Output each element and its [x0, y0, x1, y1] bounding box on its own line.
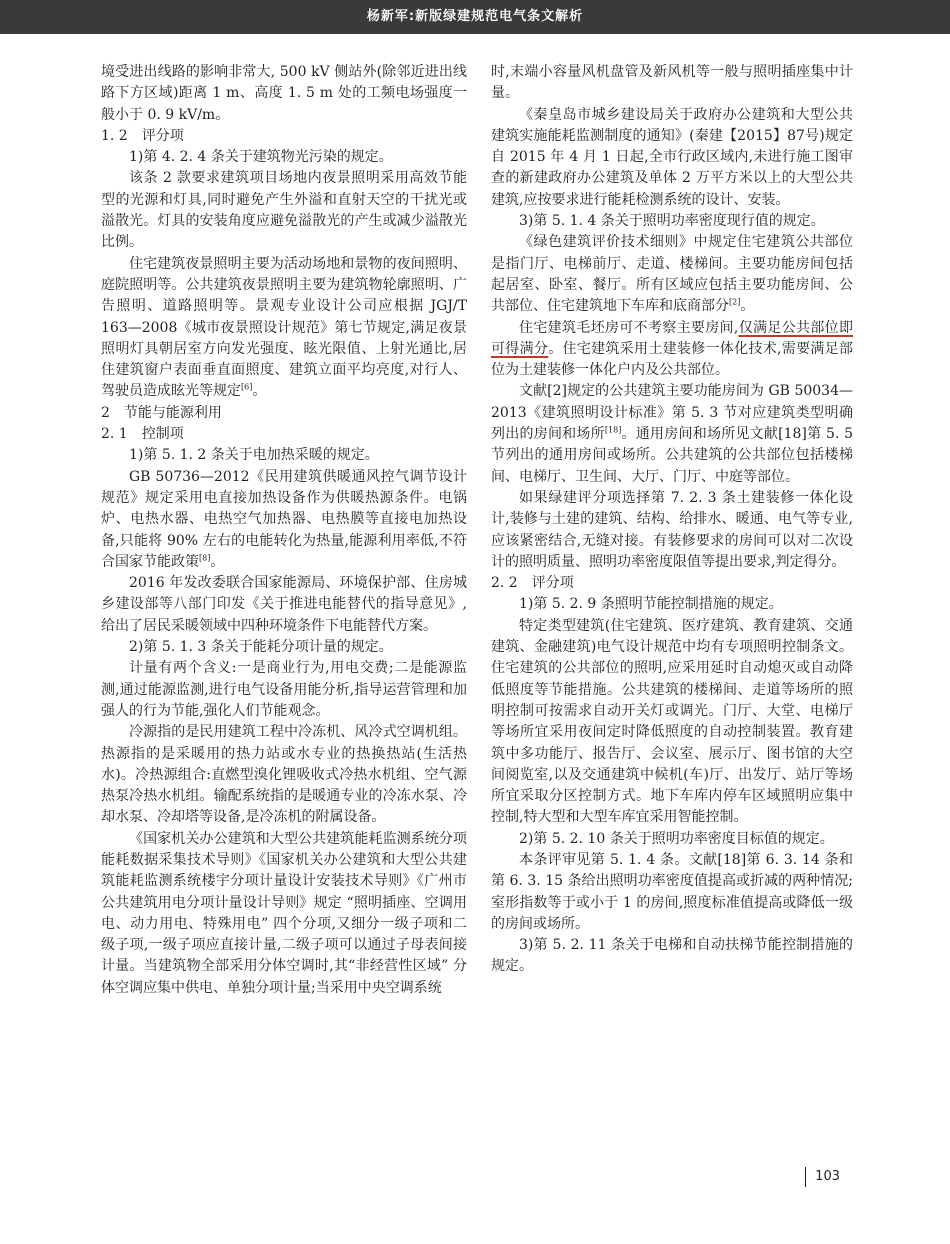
paragraph-text: 3)第 5. 2. 11 条关于电梯和自动扶梯节能控制措施的规定。 — [491, 937, 853, 975]
paragraph-text: 如果绿建评分项选择第 7. 2. 3 条土建装修一体化设计,装修与土建的建筑、结构、给排水、暖通、电气等专业,应该紧密结合,无缝对接。有装修要求的房间可以对二次设计的照明质量、照明功率密度限值等提出要求,判定得分。 — [491, 489, 853, 570]
left-column — [101, 62, 467, 999]
paragraph-text: 1)第 5. 2. 9 条照明节能控制措施的规定。 — [519, 596, 783, 613]
page-number: 103 — [805, 1167, 840, 1187]
paragraph — [101, 62, 467, 126]
paragraph-text: 《国家机关办公建筑和大型公共建筑能耗监测系统分项能耗数据采集技术导则》《国家机关办公建筑和大型公共建筑能耗监测系统楼宇分项计量设计安装技术导则》《广州市公共建筑用电分项计量设计导则》规定 “照明插座、空调用电、动力用电、特殊用电” 四个分项,又细分一级子项和二级子项,一级子项应直接计量,二级子项可以通过子母表间接计量。当建筑物全部采用分体空调时,其“非经营性区域” 分体空调应集中供电、单独分项计量;当采用中央空调系统 — [101, 830, 467, 996]
paragraph-text: 1)第 5. 1. 2 条关于电加热采暖的规定。 — [129, 447, 379, 464]
paragraph — [101, 147, 467, 168]
paragraph — [101, 467, 467, 573]
paragraph — [101, 722, 467, 828]
paragraph-text: 冷源指的是民用建筑工程中冷冻机、风冷式空调机组。热源指的是采暖用的热力站或水专业的热换热站(生活热水)。冷热源组合:直燃型溴化锂吸收式冷热水机组、空气源热泵冷热水机组。输配系统指的是暖通专业的冷冻水泵、冷却水泵、冷却塔等设备,是冷冻机的附属设备。 — [101, 724, 467, 826]
paragraph — [101, 168, 467, 253]
paragraph — [491, 105, 853, 211]
section-heading — [101, 126, 467, 147]
paragraph-tail: 。 — [740, 298, 755, 315]
highlighted-text: 仅满足公共部位即可得满分 — [491, 319, 853, 357]
section-heading — [101, 424, 467, 445]
paragraph-text: 1)第 4. 2. 4 条关于建筑物光污染的规定。 — [129, 149, 393, 166]
paragraph-text: 《秦皇岛市城乡建设局关于政府办公建筑和大型公共建筑实施能耗监测制度的通知》(秦建【2015】87号)规定自 2015 年 4 月 1 日起,全市行政区域内,未进行施工图审查的新建政府办公建筑及单体 2 万平方米以上的大型公共建筑,应按要求进行能耗检测系统的设计、安装。 — [491, 106, 853, 208]
paragraph — [101, 637, 467, 658]
paragraph-text: 2)第 5. 2. 10 条关于照明功率密度目标值的规定。 — [519, 830, 834, 847]
paragraph-tail: 。住宅建筑采用土建装修一体化技术,需要满足部位为土建装修一体化户内及公共部位。 — [491, 340, 854, 379]
paragraph-text: 《绿色建筑评价技术细则》中规定住宅建筑公共部位是指门厅、电梯前厅、走道、楼梯间。主要功能房间包括起居室、卧室、餐厅。所有区域应包括主要功能房间、公共部位、住宅建筑地下车库和底商部分 — [491, 234, 853, 315]
citation-ref: [18] — [604, 425, 622, 435]
paragraph-tail: 。 — [252, 383, 267, 400]
section-heading — [101, 403, 467, 424]
paragraph — [101, 445, 467, 466]
citation-ref: [6] — [241, 382, 253, 392]
paragraph-text: 计量有两个含义:一是商业行为,用电交费;二是能源监测,通过能源监测,进行电气设备用能分析,指导运营管理和加强人的行为节能,强化人们节能观念。 — [101, 660, 467, 719]
paragraph — [491, 616, 853, 829]
paragraph-text: 3)第 5. 1. 4 条关于照明功率密度现行值的规定。 — [519, 213, 825, 230]
paragraph-text: 2. 2 评分项 — [491, 575, 574, 592]
section-heading — [491, 573, 853, 594]
paragraph-text: 住宅建筑夜景照明主要为活动场地和景物的夜间照明、庭院照明等。公共建筑夜景照明主要为建筑物轮廓照明、广告照明、道路照明等。景观专业设计公司应根据 JGJ/T 163—2008《城市夜景照设计规范》第七节规定,满足夜景照明灯具朝居室方向发光强度、眩光限值、上射光通比,居住建筑窗户表面垂直面照度、建筑立面平均亮度,对行人、驾驶员造成眩光等规定 — [101, 255, 467, 400]
citation-ref: [8] — [199, 553, 211, 563]
paragraph-text: 住宅建筑毛坯房可不考察主要房间, — [519, 319, 739, 336]
paragraph-text: 文献[2]规定的公共建筑主要功能房间为 GB 50034—2013《建筑照明设计标准》第 5. 3 节对应建筑类型明确列出的房间和场所 — [491, 383, 853, 443]
paragraph — [491, 232, 853, 317]
running-header: 杨新军:新版绿建规范电气条文解析 — [0, 0, 950, 34]
paragraph-text: 2. 1 控制项 — [101, 426, 184, 443]
paragraph-text: 本条评审见第 5. 1. 4 条。文献[18]第 6. 3. 14 条和第 6. 3. 15 条给出照明功率密度值提高或折减的两种情况;室形指数等于或小于 1 的房间,照度标准值提高或降低一级的房间或场所。 — [491, 851, 853, 932]
paragraph-text: 该条 2 款要求建筑项目场地内夜景照明采用高效节能型的光源和灯具,同时避免产生外溢和直射天空的干扰光或溢散光。灯具的安装角度应避免溢散光的产生或减少溢散光比例。 — [101, 170, 467, 251]
paragraph-text: GB 50736—2012《民用建筑供暖通风控气调节设计规范》规定采用电直接加热设备作为供暖热源条件。电锅炉、电热水器、电热空气加热器、电热膜等直接电加热设备,只能将 90% 左右的电能转化为热量,能源利用率低,不符合国家节能政策 — [101, 468, 467, 570]
paragraph-text: 2016 年发改委联合国家能源局、环境保护部、住房城乡建设部等八部门印发《关于推进电能替代的指导意见》,给出了居民采暖领域中四种环境条件下电能替代方案。 — [101, 575, 467, 634]
paragraph — [491, 829, 853, 850]
paragraph — [101, 658, 467, 722]
paragraph-text: 2 节能与能源利用 — [101, 404, 222, 421]
paragraph-text: 特定类型建筑(住宅建筑、医疗建筑、教育建筑、交通建筑、金融建筑)电气设计规范中均有专项照明控制条文。住宅建筑的公共部位的照明,应采用延时自动熄灭或自动降低照度等节能措施。公共建筑的楼梯间、走道等场所的照明控制可按需求自动开关灯或调光。门厅、大堂、电梯厅等场所宜采用夜间定时降低照度的自动控制装置。教育建筑中多功能厅、报告厅、会议室、展示厅、图书馆的大空间阅览室,以及交通建筑中候机(车)厅、出发厅、站厅等场所宜采取分区控制方式。地下车库内停车区域照明应集中控制,特大型和大型车库宜采用智能控制。 — [491, 617, 853, 826]
paragraph — [491, 318, 853, 382]
paragraph — [491, 62, 853, 105]
right-column — [491, 62, 853, 978]
paragraph — [101, 254, 467, 403]
paragraph — [491, 594, 853, 615]
paragraph — [491, 211, 853, 232]
paragraph — [491, 850, 853, 935]
paragraph — [491, 488, 853, 573]
paragraph — [101, 829, 467, 999]
paragraph-text: 1. 2 评分项 — [101, 127, 184, 144]
paragraph — [491, 381, 853, 487]
paragraph-tail: 。 — [210, 553, 225, 570]
paragraph — [101, 573, 467, 637]
paragraph-tail: 。通用房间和场所见文献[18]第 5. 5 节列出的通用房间或场所。公共建筑的公共部位包括楼梯间、电梯厅、卫生间、大厅、门厅、中庭等部位。 — [491, 426, 853, 485]
paragraph-text: 2)第 5. 1. 3 条关于能耗分项计量的规定。 — [129, 639, 393, 656]
paragraph-text: 时,末端小容量风机盘管及新风机等一般与照明插座集中计量。 — [491, 64, 853, 102]
citation-ref: [2] — [729, 297, 741, 307]
paragraph — [491, 935, 853, 978]
paragraph-text: 境受进出线路的影响非常大, 500 kV 侧站外(除邻近进出线路下方区域)距离 1 m、高度 1. 5 m 处的工频电场强度一般小于 0. 9 kV/m。 — [101, 64, 467, 123]
